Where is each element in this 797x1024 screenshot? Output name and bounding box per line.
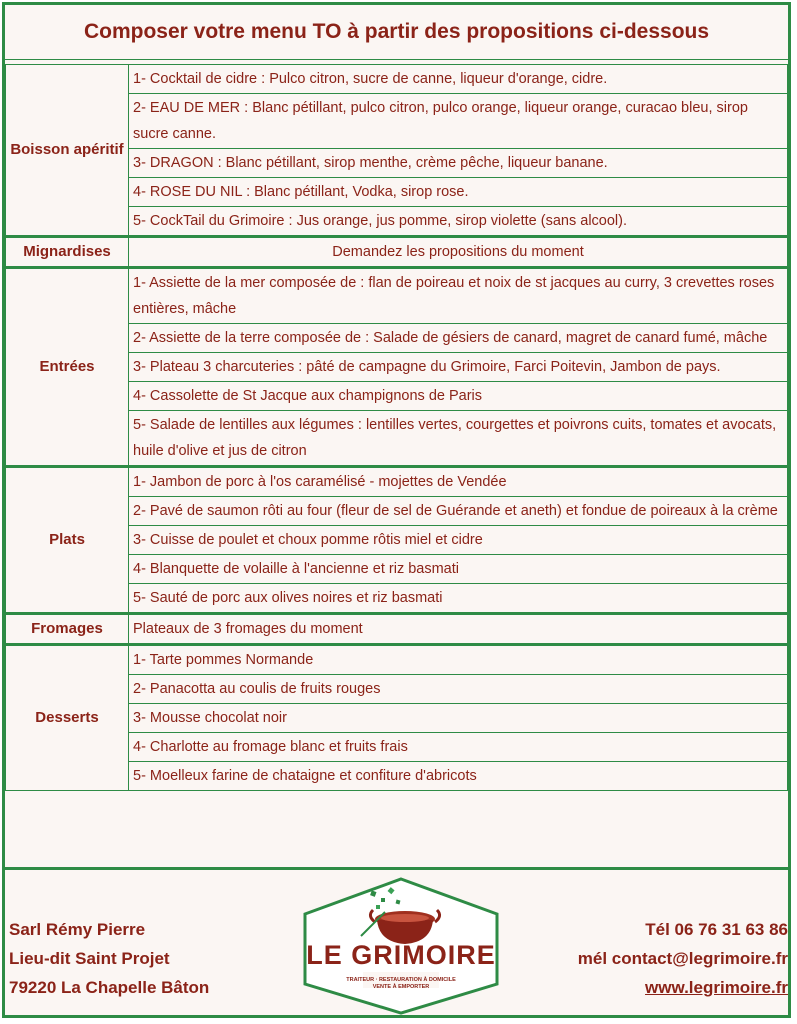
company-name: Sarl Rémy Pierre — [9, 920, 146, 939]
menu-row — [6, 614, 788, 645]
menu-item: 5- CockTail du Grimoire : Jus orange, jus pomme, sirop violette (sans alcool). — [129, 207, 788, 237]
menu-row — [6, 237, 788, 268]
menu-item: Demandez les propositions du moment — [129, 237, 788, 268]
menu-category: Entrées — [6, 268, 129, 467]
menu-item: 3- Cuisse de poulet et choux pomme rôtis miel et cidre — [129, 526, 788, 555]
menu-row — [6, 268, 788, 324]
menu-table — [5, 64, 788, 791]
email-address: mél contact@legrimoire.fr — [577, 949, 788, 968]
menu-item: 1- Assiette de la mer composée de : flan de poireau et noix de st jacques au curry, 3 crevettes roses entières, mâche — [129, 268, 788, 324]
postal-city: 79220 La Chapelle Bâton — [9, 978, 210, 997]
menu-card — [2, 2, 791, 1018]
menu-category: Boisson apéritif — [6, 65, 129, 237]
menu-item: 4- ROSE DU NIL : Blanc pétillant, Vodka, sirop rose. — [129, 178, 788, 207]
menu-category: Mignardises — [6, 237, 129, 268]
menu-item: Plateaux de 3 fromages du moment — [129, 614, 788, 645]
menu-item: 3- Mousse chocolat noir — [129, 704, 788, 733]
logo-tagline — [301, 977, 501, 991]
logo-tagline-line-2: VENTE À EMPORTER — [372, 984, 430, 990]
street-address: Lieu-dit Saint Projet — [9, 949, 170, 968]
menu-item: 4- Charlotte au fromage blanc et fruits frais — [129, 733, 788, 762]
menu-row — [6, 65, 788, 94]
address-block — [9, 915, 209, 1002]
menu-item: 5- Sauté de porc aux olives noires et riz basmati — [129, 584, 788, 614]
le-grimoire-logo — [301, 876, 501, 1016]
footer — [5, 867, 788, 1020]
menu-item: 4- Blanquette de volaille à l'ancienne et riz basmati — [129, 555, 788, 584]
menu-item: 3- Plateau 3 charcuteries : pâté de campagne du Grimoire, Farci Poitevin, Jambon de pays. — [129, 353, 788, 382]
menu-item: 2- Assiette de la terre composée de : Salade de gésiers de canard, magret de canard fumé, mâche — [129, 324, 788, 353]
logo-tagline-line-1: TRAITEUR · RESTAURATION À DOMICILE — [346, 977, 456, 983]
menu-title: Composer votre menu TO à partir des propositions ci-dessous — [5, 5, 788, 60]
menu-item: 4- Cassolette de St Jacque aux champignons de Paris — [129, 382, 788, 411]
contact-block — [578, 915, 788, 1002]
menu-item: 1- Tarte pommes Normande — [129, 645, 788, 675]
menu-row — [6, 645, 788, 675]
phone-number: Tél 06 76 31 63 86 — [645, 920, 788, 939]
menu-item: 2- Pavé de saumon rôti au four (fleur de sel de Guérande et aneth) et fondue de poireaux à la crème — [129, 497, 788, 526]
menu-item: 1- Cocktail de cidre : Pulco citron, sucre de canne, liqueur d'orange, cidre. — [129, 65, 788, 94]
menu-category: Fromages — [6, 614, 129, 645]
menu-item: 5- Salade de lentilles aux légumes : lentilles vertes, courgettes et poivrons cuits, tomates et avocats, huile d'olive et jus de citron — [129, 411, 788, 467]
menu-category: Plats — [6, 467, 129, 614]
menu-row — [6, 467, 788, 497]
logo-name: LE GRIMOIRE — [306, 940, 496, 970]
menu-item: 2- EAU DE MER : Blanc pétillant, pulco citron, pulco orange, liqueur orange, curacao bleu, sirop sucre canne. — [129, 94, 788, 149]
menu-item: 3- DRAGON : Blanc pétillant, sirop menthe, crème pêche, liqueur banane. — [129, 149, 788, 178]
menu-category: Desserts — [6, 645, 129, 791]
website-link[interactable]: www.legrimoire.fr — [645, 978, 788, 997]
menu-item: 1- Jambon de porc à l'os caramélisé - mojettes de Vendée — [129, 467, 788, 497]
menu-item: 2- Panacotta au coulis de fruits rouges — [129, 675, 788, 704]
menu-item: 5- Moelleux farine de chataigne et confiture d'abricots — [129, 762, 788, 791]
